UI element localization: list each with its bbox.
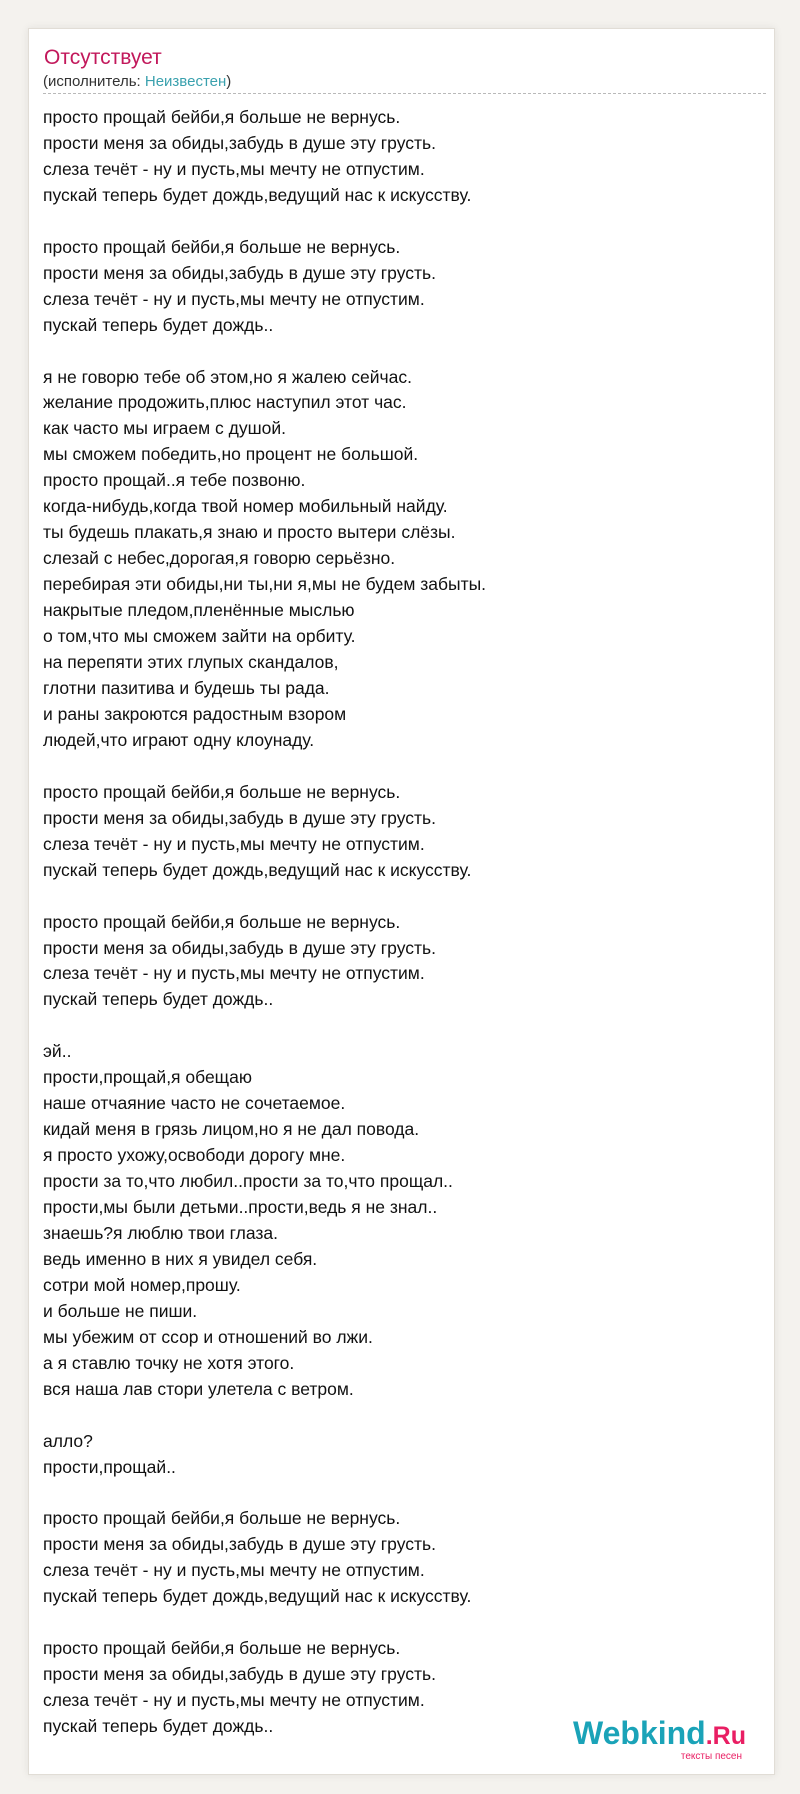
lyrics-text: просто прощай бейби,я больше не вернусь. прости меня за обиды,забудь в душе эту грусть. слеза течёт - ну и пусть,мы мечту не отпустим. пускай теперь будет дождь,ведущий нас к искусству. просто прощай бейби,я больше не вернусь. прости меня за обиды,забудь в душе эту грусть. слеза течёт - ну и пусть,мы мечту не отпустим. пускай теперь будет дождь.. я не говорю тебе об этом,но я жалею сейчас. желание продожить,плюс наступил этот час. как часто мы играем с душой. мы сможем победить,но процент не большой. просто прощай..я тебе позвоню. когда-нибудь,когда твой номер мобильный найду. ты будешь плакать,я знаю и просто вытери слёзы. слезай с небес,дорогая,я говорю серьёзно. перебирая эти обиды,ни ты,ни я,мы не будем забыты. накрытые пледом,пленённые мыслью о том,что мы сможем зайти на орбиту. на перепяти этих глупых скандалов, глотни пазитива и будешь ты рада. и раны закроются радостным взором людей,что играют одну клоунаду. просто прощай бейби,я больше не вернусь. прости меня за обиды,забудь в душе эту грусть. слеза течёт - ну и пусть,мы мечту не отпустим. пускай теперь будет дождь,ведущий нас к искусству. просто прощай бейби,я больше не вернусь. прости меня за обиды,забудь в душе эту грусть. слеза течёт - ну и пусть,мы мечту не отпустим. пускай теперь будет дождь.. эй.. прости,прощай,я обещаю наше отчаяние часто не сочетаемое. кидай меня в грязь лицом,но я не дал повода. я просто ухожу,освободи дорогу мне. прости за то,что любил..прости за то,что прощал.. прости,мы были детьми..прости,ведь я не знал.. знаешь?я люблю твои глаза. ведь именно в них я увидел себя. сотри мой номер,прошу. и больше не пиши. мы убежим от ссор и отношений во лжи. а я ставлю точку не хотя этого. вся наша лав стори улетела с ветром. алло? прости,прощай.. просто прощай бейби,я больше не вернусь. прости меня за обиды,забудь в душе эту грусть. слеза течёт - ну и пусть,мы мечту не отпустим. пускай теперь будет дождь,ведущий нас к искусству. просто прощай бейби,я больше не вернусь. прости меня за обиды,забудь в душе эту грусть. слеза течёт - ну и пусть,мы мечту не отпустим. пускай теперь будет дождь.. (43, 107, 487, 1737)
logo-suffix-text: .Ru (705, 1722, 746, 1750)
song-title: Отсутствует (44, 46, 162, 69)
logo-main-text: Webkind (572, 1715, 706, 1751)
site-logo[interactable] (573, 1716, 746, 1762)
artist-suffix: ) (226, 73, 232, 90)
logo-tagline: тексты песен (680, 1751, 742, 1762)
artist-prefix: (исполнитель: (43, 73, 145, 90)
title-divider (43, 93, 766, 94)
logo-wordmark (573, 1716, 746, 1753)
artist-line (43, 72, 231, 92)
artist-link[interactable]: Неизвестен (144, 73, 227, 90)
lyrics-page (28, 28, 775, 1775)
